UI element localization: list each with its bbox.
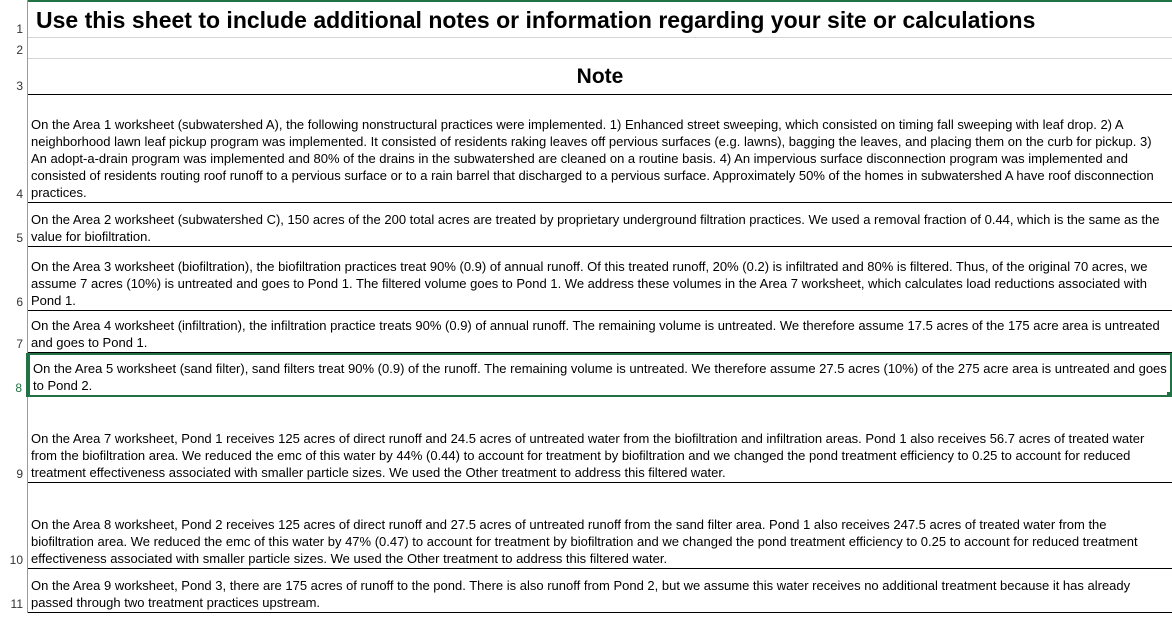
- note-cell[interactable]: [28, 311, 1172, 353]
- row-header-7[interactable]: 7: [0, 311, 28, 353]
- note-text: On the Area 5 worksheet (sand filter), sand filters treat 90% (0.9) of the runoff. The remaining volume is untreated. We therefore assume 27.5 acres (10%) of the 275 acre area is untreated and goes to Pond 2.: [33, 361, 1167, 393]
- row-header-2[interactable]: 2: [0, 38, 28, 59]
- note-cell[interactable]: [28, 95, 1172, 203]
- sheet-title-cell[interactable]: Use this sheet to include additional notes or information regarding your site or calculations: [28, 0, 1172, 38]
- note-cell[interactable]: [28, 569, 1172, 613]
- row-5: [0, 203, 1172, 247]
- row-header-1[interactable]: 1: [0, 0, 28, 38]
- row-1: [0, 0, 1172, 38]
- row-10: [0, 483, 1172, 569]
- note-header-cell[interactable]: Note: [28, 59, 1172, 95]
- selected-note-cell[interactable]: [28, 353, 1172, 397]
- row-4: [0, 95, 1172, 203]
- row-3: [0, 59, 1172, 95]
- row-8: [0, 353, 1172, 397]
- note-cell[interactable]: [28, 247, 1172, 311]
- row-2: [0, 38, 1172, 59]
- row-header-3[interactable]: 3: [0, 59, 28, 95]
- row-header-10[interactable]: 10: [0, 483, 28, 569]
- note-text: On the Area 1 worksheet (subwatershed A), the following nonstructural practices were implemented. 1) Enhanced street sweeping, which consisted on timing fall sweeping with leaf drop. 2) A neighborhood lawn leaf pickup program was implemented. It consisted of residents raking leaves off pervious surfaces (e.g. lawns), bagging the leaves, and placing them on the curb for pickup. 3) An adopt-a-drain program was implemented and 80% of the drains in the subwatershed are cleaned on a routine basis. 4) An impervious surface disconnection program was implemented and consisted of residents routing roof runoff to a pervious surface or to a rain barrel that discharged to a pervious surface. Approximately 50% of the homes in subwatershed A have roof disconnection practices.: [31, 117, 1154, 200]
- row-7: [0, 311, 1172, 353]
- row-header-5[interactable]: 5: [0, 203, 28, 247]
- row-header-6[interactable]: 6: [0, 247, 28, 311]
- row-6: [0, 247, 1172, 311]
- row-header-9[interactable]: 9: [0, 397, 28, 483]
- note-text: On the Area 4 worksheet (infiltration), the infiltration practice treats 90% (0.9) of annual runoff. The remaining volume is untreated. We therefore assume 17.5 acres of the 175 acre area is untreated and goes to Pond 1.: [31, 318, 1160, 350]
- note-cell[interactable]: [28, 397, 1172, 483]
- note-text: On the Area 3 worksheet (biofiltration), the biofiltration practices treat 90% (0.9) of annual runoff. Of this treated runoff, 20% (0.2) is infiltrated and 80% is filtered. Thus, of the original 70 acres, we assume 7 acres (10%) is untreated and goes to Pond 1. The filtered volume goes to Pond 1. We address these volumes in the Area 7 worksheet, which calculates load reductions associated with Pond 1.: [31, 259, 1148, 308]
- row-9: [0, 397, 1172, 483]
- empty-cell[interactable]: [28, 38, 1172, 59]
- note-cell[interactable]: [28, 483, 1172, 569]
- note-text: On the Area 9 worksheet, Pond 3, there are 175 acres of runoff to the pond. There is also runoff from Pond 2, but we assume this water receives no additional treatment because it has already passed through two treatment practices upstream.: [31, 578, 1131, 610]
- note-text: On the Area 2 worksheet (subwatershed C), 150 acres of the 200 total acres are treated by proprietary underground filtration practices. We used a removal fraction of 0.44, which is the same as the value for biofiltration.: [31, 212, 1160, 244]
- note-text: On the Area 7 worksheet, Pond 1 receives 125 acres of direct runoff and 24.5 acres of untreated water from the biofiltration and infiltration areas. Pond 1 also receives 56.7 acres of treated water from the biofiltration area. We reduced the emc of this water by 44% (0.44) to account for treatment by biofiltration and we changed the pond treatment efficiency to 0.25 to account for reduced treatment effectiveness associated with smaller particle sizes. We used the Other treatment to address this filtered water.: [31, 431, 1145, 480]
- note-text: On the Area 8 worksheet, Pond 2 receives 125 acres of direct runoff and 27.5 acres of untreated runoff from the sand filter area. Pond 1 also receives 247.5 acres of treated water from the biofiltration area. We reduced the emc of this water by 47% (0.47) to account for treatment by biofiltration and we changed the pond treatment efficiency to 0.25 to account for reduced treatment effectiveness associated with smaller particle sizes. We used the Other treatment to address this filtered water.: [31, 517, 1138, 566]
- row-11: [0, 569, 1172, 613]
- row-header-11[interactable]: 11: [0, 569, 28, 613]
- note-cell[interactable]: [28, 203, 1172, 247]
- row-header-4[interactable]: 4: [0, 95, 28, 203]
- row-header-8[interactable]: 8: [0, 353, 28, 397]
